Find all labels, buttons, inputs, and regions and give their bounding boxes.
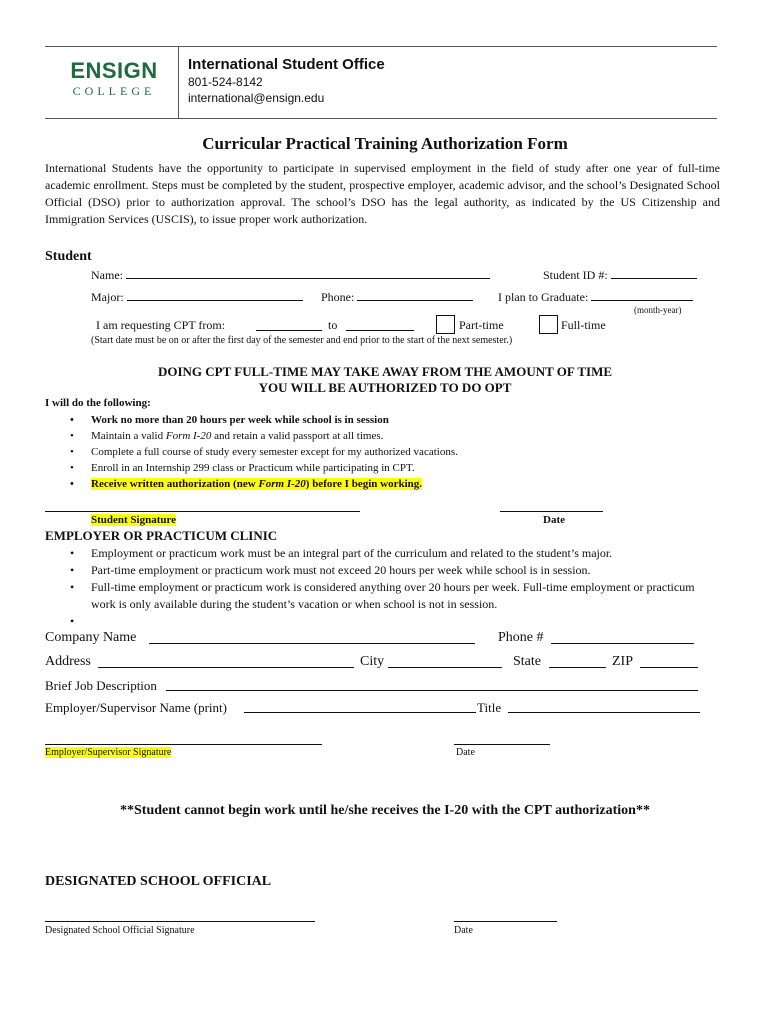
dso-signature-line[interactable] (45, 921, 315, 922)
major-line[interactable] (127, 288, 303, 301)
part-time-checkbox[interactable] (436, 315, 455, 334)
phone-label: Phone: (321, 290, 355, 304)
major-label: Major: (91, 290, 124, 304)
phone-line[interactable] (357, 288, 473, 301)
graduate-line[interactable] (591, 288, 693, 301)
employer-rule: • Employment or practicum work must be an integral part of the curriculum and related to the student’s major. (45, 545, 700, 562)
start-date-note: (Start date must be on or after the first day of the semester and end prior to the start of the next semester.) (91, 335, 513, 346)
employer-heading: EMPLOYER OR PRACTICUM CLINIC (45, 528, 278, 543)
employer-date-line[interactable] (454, 744, 550, 745)
employer-date-label: Date (456, 747, 475, 758)
major-field[interactable] (91, 288, 303, 305)
page-title: Curricular Practical Training Authorization Form (202, 134, 568, 153)
student-name-field[interactable] (91, 266, 490, 283)
commitments-heading: I will do the following: (45, 397, 151, 409)
part-time-label: Part-time (459, 318, 504, 332)
cpt-notice: **Student cannot begin work until he/she receives the I-20 with the CPT authorization** (120, 803, 650, 818)
commitment-item: • Enroll in an Internship 299 class or Practicum while participating in CPT. (45, 460, 705, 476)
dso-date-label: Date (454, 925, 473, 936)
address-label: Address (45, 654, 91, 669)
dso-signature-label: Designated School Official Signature (45, 925, 195, 936)
to-label: to (328, 318, 338, 332)
logo-subtitle: COLLEGE (72, 84, 156, 98)
warning-line-2: YOU WILL BE AUTHORIZED TO DO OPT (258, 380, 512, 395)
zip-label: ZIP (612, 654, 633, 669)
city-label: City (360, 654, 385, 669)
employer-signature-line[interactable] (45, 744, 322, 745)
student-date-label: Date (543, 514, 565, 526)
dso-heading: DESIGNATED SCHOOL OFFICIAL (45, 874, 272, 889)
name-line[interactable] (126, 266, 490, 279)
header-divider (178, 46, 179, 118)
employer-rule: • Full-time employment or practicum work is considered anything over 20 hours per week. Full-time employment or practicum work is only available during the student’s vacation or when school is not in session. (45, 579, 700, 613)
job-description-label: Brief Job Description (45, 678, 157, 693)
commitments-list (45, 412, 705, 492)
company-line[interactable] (149, 631, 475, 644)
zip-line[interactable] (640, 655, 698, 668)
employer-signature-label: Employer/Supervisor Signature (45, 747, 172, 758)
employer-rule: • Part-time employment or practicum work must not exceed 20 hours per week while school is in session. (45, 562, 700, 579)
office-email: international@ensign.edu (188, 91, 325, 105)
office-name: International Student Office (188, 56, 385, 73)
address-line[interactable] (98, 655, 354, 668)
logo-wordmark: ENSIGN (70, 58, 158, 83)
full-time-label: Full-time (561, 318, 606, 332)
requesting-label: I am requesting CPT from: (96, 318, 226, 332)
title-label: Title (477, 700, 502, 715)
title-line[interactable] (508, 700, 700, 713)
commitment-item: • Complete a full course of study every semester except for my authorized vacations. (45, 444, 705, 460)
employer-phone-label: Phone # (498, 630, 544, 645)
warning-line-1: DOING CPT FULL-TIME MAY TAKE AWAY FROM THE AMOUNT OF TIME (157, 364, 613, 379)
city-line[interactable] (388, 655, 502, 668)
name-label: Name: (91, 268, 123, 282)
cpt-end-line[interactable] (346, 318, 414, 331)
state-label: State (513, 654, 541, 669)
intro-paragraph: International Students have the opportunity to participate in supervised employment in the field of study after one year of full-time academic enrollment. Steps must be completed by the student, prospective employer, academic advisor, and the school’s Designated School Official (DSO) prior to authorization approval. The school’s DSO has the legal authority, as indicated by the US Citizenship and Immigration Services (USCIS), to issue proper work authorization. (45, 161, 720, 226)
commitment-item-highlighted: • Receive written authorization (new Form I-20) before I begin working. (45, 476, 705, 492)
phone-field[interactable] (321, 288, 473, 305)
employer-rules-list (45, 545, 700, 630)
student-signature-line[interactable] (45, 511, 360, 512)
header-top-rule (45, 46, 717, 47)
student-id-line[interactable] (611, 266, 697, 279)
student-heading: Student (45, 249, 92, 264)
month-year-hint: (month-year) (634, 305, 682, 315)
dso-date-line[interactable] (454, 921, 557, 922)
cpt-start-line[interactable] (256, 318, 322, 331)
supervisor-name-label: Employer/Supervisor Name (print) (45, 700, 227, 715)
student-date-line[interactable] (500, 511, 603, 512)
graduate-field[interactable] (498, 288, 693, 305)
employer-rule-empty (45, 613, 700, 630)
student-id-label: Student ID #: (543, 268, 608, 282)
company-label: Company Name (45, 630, 137, 645)
student-id-field[interactable] (543, 266, 697, 283)
state-line[interactable] (549, 655, 606, 668)
supervisor-name-line[interactable] (244, 700, 476, 713)
header-bottom-rule (45, 118, 717, 119)
full-time-checkbox[interactable] (539, 315, 558, 334)
commitment-item: • Maintain a valid Form I-20 and retain a valid passport at all times. (45, 428, 705, 444)
student-signature-label: Student Signature (91, 514, 177, 526)
job-description-line-extra[interactable] (590, 690, 698, 691)
graduate-label: I plan to Graduate: (498, 290, 589, 304)
commitment-item: • Work no more than 20 hours per week while school is in session (45, 412, 705, 428)
office-phone: 801-524-8142 (188, 75, 263, 89)
employer-phone-line[interactable] (551, 631, 694, 644)
